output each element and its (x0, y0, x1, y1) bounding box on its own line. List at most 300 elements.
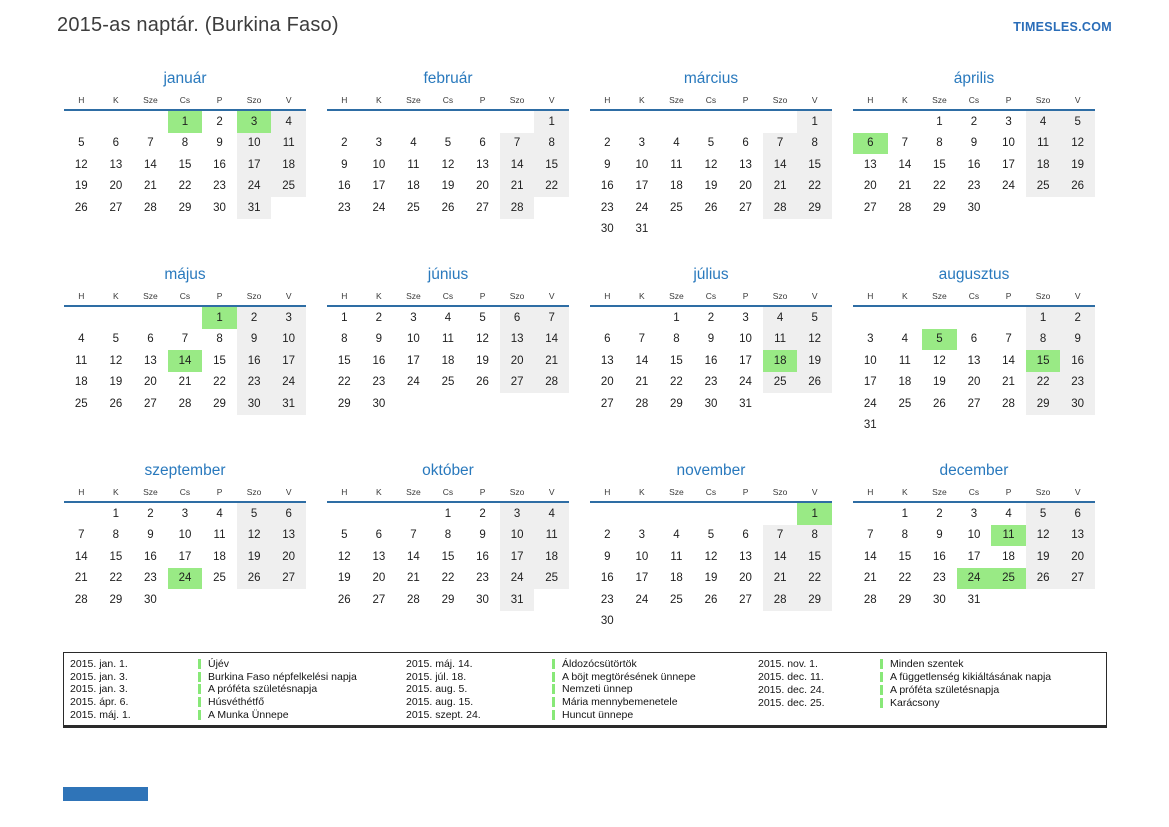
day-cell-weekend: 15 (797, 154, 832, 176)
day-cell: 12 (109, 354, 123, 367)
legend-row (758, 684, 1100, 697)
weekday-header-cell: Sze (406, 487, 421, 497)
day-cell: 29 (213, 397, 226, 410)
day-cell-holiday: 1 (797, 502, 832, 525)
day-cell-empty (763, 502, 798, 525)
day-cell: 10 (863, 354, 877, 367)
day-cell-empty (694, 611, 729, 633)
day-cell: 19 (441, 180, 455, 193)
day-cell-empty (64, 306, 99, 329)
weekday-header-cell: K (639, 95, 645, 105)
day-cell-weekend: 12 (237, 525, 272, 547)
day-cell: 26 (704, 593, 718, 606)
month-table (64, 95, 306, 219)
day-cell-weekend: 8 (797, 133, 832, 155)
weekday-header-cell: Szo (509, 487, 525, 497)
day-cell: 28 (74, 593, 88, 606)
day-cell: 14 (74, 550, 88, 563)
legend-holiday-name: Nemzeti ünnep (562, 683, 633, 696)
day-cell-holiday: 5 (922, 329, 957, 351)
day-cell-empty (922, 415, 957, 437)
weekday-header-cell: H (867, 95, 874, 105)
day-cell: 24 (635, 201, 649, 214)
month-table (327, 95, 569, 219)
legend-holiday-name: Karácsony (890, 696, 940, 709)
day-cell: 15 (109, 550, 123, 563)
day-cell: 16 (704, 354, 718, 367)
day-cell: 20 (144, 376, 157, 389)
legend-holiday-name: Áldozócsütörtök (562, 658, 637, 671)
day-cell: 17 (407, 354, 420, 367)
legend-date: 2015. ápr. 6. (70, 696, 129, 709)
month-block (64, 462, 306, 658)
day-cell: 15 (933, 158, 946, 171)
weekday-header-cell: V (548, 291, 555, 301)
day-cell: 26 (337, 593, 351, 606)
day-cell: 9 (707, 333, 715, 346)
day-cell: 24 (635, 593, 649, 606)
day-cell: 18 (670, 572, 683, 585)
month-table (327, 487, 569, 611)
day-cell-empty (431, 110, 466, 133)
week-row (327, 568, 569, 590)
month-table (64, 487, 306, 611)
legend-row (70, 671, 406, 684)
holiday-marker-icon (880, 698, 883, 708)
day-cell-weekend: 8 (1026, 329, 1061, 351)
day-cell-empty (853, 110, 888, 133)
week-row (590, 393, 832, 415)
day-cell-weekend: 4 (763, 306, 798, 329)
day-cell-holiday: 1 (168, 110, 203, 133)
day-cell: 1 (673, 311, 680, 324)
day-cell-weekend: 30 (237, 393, 272, 415)
month-block (327, 462, 569, 658)
day-cell-weekend: 17 (237, 154, 272, 176)
day-cell: 28 (635, 397, 649, 410)
weekday-header-cell: Cs (179, 487, 191, 497)
day-cell-holiday: 24 (168, 568, 203, 590)
day-cell-empty (362, 502, 397, 525)
day-cell-holiday: 11 (991, 525, 1026, 547)
day-cell-weekend: 28 (500, 197, 535, 219)
day-cell: 14 (635, 354, 649, 367)
day-cell-weekend: 28 (534, 372, 569, 394)
day-cell: 6 (147, 333, 154, 346)
day-cell: 21 (407, 572, 420, 585)
day-cell: 23 (600, 201, 614, 214)
day-cell: 14 (1002, 354, 1015, 367)
day-cell: 23 (967, 180, 981, 193)
day-cell: 23 (372, 376, 386, 389)
weekday-header-cell: K (902, 291, 908, 301)
week-row (853, 350, 1095, 372)
day-cell-empty (202, 589, 237, 611)
day-cell-weekend: 12 (1060, 133, 1095, 155)
weekday-header-cell: H (604, 95, 611, 105)
week-row (853, 393, 1095, 415)
day-cell: 10 (635, 550, 649, 563)
weekday-header-cell: Cs (442, 95, 454, 105)
holiday-marker-icon (880, 659, 883, 669)
weekday-header-cell: P (479, 291, 486, 301)
day-cell: 12 (933, 354, 946, 367)
day-cell-empty (133, 306, 168, 329)
week-row (590, 525, 832, 547)
weekday-header-cell: Szo (1035, 291, 1051, 301)
day-cell: 14 (863, 550, 877, 563)
weekday-header-cell: P (479, 95, 486, 105)
week-row (590, 176, 832, 198)
day-cell-weekend: 19 (237, 546, 272, 568)
day-cell: 16 (933, 550, 946, 563)
day-cell: 9 (147, 529, 154, 542)
week-row (64, 176, 306, 198)
day-cell: 30 (967, 201, 981, 214)
day-cell: 24 (1002, 180, 1015, 193)
day-cell: 24 (372, 201, 386, 214)
day-cell-empty (168, 589, 203, 611)
week-row (853, 329, 1095, 351)
day-cell-empty (728, 611, 763, 633)
day-cell-empty (888, 306, 923, 329)
weekday-header-cell: P (1005, 291, 1012, 301)
weekday-header-cell: Szo (772, 291, 788, 301)
month-block (590, 462, 832, 658)
legend-holiday-name: Burkina Faso népfelkelési napja (208, 670, 357, 683)
day-cell: 16 (476, 550, 489, 563)
day-cell-weekend: 1 (797, 110, 832, 133)
day-cell: 18 (213, 550, 226, 563)
day-cell-weekend: 9 (237, 329, 272, 351)
day-cell: 9 (341, 158, 348, 171)
month-table (590, 95, 832, 240)
day-cell-weekend: 29 (1026, 393, 1061, 415)
site-logo-link[interactable]: TIMESLES.COM (1013, 20, 1112, 34)
day-cell: 7 (638, 333, 646, 346)
day-cell: 6 (604, 333, 611, 346)
day-cell: 22 (898, 572, 912, 585)
legend-holiday-name: A függetlenség kikiáltásának napja (890, 671, 1052, 684)
day-cell-weekend: 4 (534, 502, 569, 525)
month-block (64, 266, 306, 462)
day-cell: 13 (863, 158, 877, 171)
day-cell-weekend: 17 (500, 546, 535, 568)
week-row (590, 568, 832, 590)
day-cell-weekend: 19 (1026, 546, 1061, 568)
week-row (64, 133, 306, 155)
day-cell-empty (396, 502, 431, 525)
day-cell: 10 (967, 529, 981, 542)
day-cell-weekend: 12 (1026, 525, 1061, 547)
day-cell: 9 (936, 529, 943, 542)
weekday-header-cell: H (341, 95, 348, 105)
week-row (64, 589, 306, 611)
day-cell: 6 (112, 137, 120, 150)
day-cell: 31 (863, 419, 877, 432)
day-cell: 12 (337, 550, 351, 563)
day-cell-empty (853, 502, 888, 525)
day-cell: 18 (74, 376, 88, 389)
week-row (590, 611, 832, 633)
day-cell: 29 (178, 201, 192, 214)
weekday-header-cell: Sze (143, 487, 158, 497)
holiday-marker-icon (198, 710, 201, 720)
day-cell-empty (396, 110, 431, 133)
day-cell-weekend: 27 (1060, 568, 1095, 590)
legend-holiday-name: A próféta születésnapja (890, 683, 1000, 696)
day-cell-weekend: 22 (534, 176, 569, 198)
day-cell-weekend: 4 (271, 110, 306, 133)
day-cell: 22 (441, 572, 455, 585)
day-cell-weekend: 14 (534, 329, 569, 351)
week-row (327, 197, 569, 219)
day-cell: 7 (901, 137, 909, 150)
weekday-header-cell: V (811, 95, 818, 105)
day-cell-empty (99, 306, 134, 329)
day-cell: 17 (739, 354, 752, 367)
day-cell: 2 (707, 311, 715, 324)
day-cell-empty (327, 110, 362, 133)
day-cell-weekend: 12 (797, 329, 832, 351)
weekday-header-cell: H (341, 487, 348, 497)
day-cell-weekend: 3 (500, 502, 535, 525)
day-cell: 22 (109, 572, 123, 585)
day-cell-weekend: 31 (237, 197, 272, 219)
week-row (853, 110, 1095, 133)
day-cell-empty (728, 502, 763, 525)
day-cell-weekend: 4 (1026, 110, 1061, 133)
day-cell-weekend: 24 (271, 372, 306, 394)
day-cell: 13 (739, 158, 752, 171)
day-cell-weekend: 5 (797, 306, 832, 329)
weekday-header-cell: V (1074, 487, 1081, 497)
day-cell-weekend: 10 (237, 133, 272, 155)
weekday-header-cell: P (479, 487, 486, 497)
day-cell: 6 (742, 529, 749, 542)
day-cell-holiday: 14 (168, 350, 203, 372)
day-cell: 8 (216, 333, 223, 346)
day-cell-empty (1060, 415, 1095, 437)
day-cell-weekend: 10 (271, 329, 306, 351)
weekday-header-cell: K (639, 487, 645, 497)
week-row (327, 525, 569, 547)
holiday-marker-icon (552, 684, 555, 694)
day-cell-weekend: 7 (500, 133, 535, 155)
week-row (853, 589, 1095, 611)
day-cell-weekend: 26 (1026, 568, 1061, 590)
day-cell-empty (431, 393, 466, 415)
legend-date: 2015. dec. 11. (758, 671, 824, 684)
weekday-header-cell: Cs (705, 291, 717, 301)
day-cell: 19 (476, 354, 489, 367)
legend-row (70, 696, 406, 709)
day-cell-weekend: 7 (763, 525, 798, 547)
day-cell-empty (237, 589, 272, 611)
day-cell: 17 (1002, 158, 1015, 171)
day-cell-empty (922, 306, 957, 329)
day-cell-weekend: 21 (763, 568, 798, 590)
legend-date: 2015. máj. 14. (406, 658, 473, 671)
day-cell-weekend: 13 (1060, 525, 1095, 547)
day-cell-holiday: 24 (957, 568, 992, 590)
weekday-header-cell: V (548, 487, 555, 497)
weekday-header-cell: Cs (442, 487, 454, 497)
month-table (590, 487, 832, 632)
week-row (327, 306, 569, 329)
day-cell-weekend: 1 (534, 110, 569, 133)
day-cell-empty (534, 589, 569, 611)
week-row (327, 393, 569, 415)
day-cell: 16 (967, 158, 981, 171)
week-row (327, 329, 569, 351)
weekday-header-cell: K (376, 487, 382, 497)
day-cell: 27 (863, 201, 877, 214)
day-cell: 23 (933, 572, 946, 585)
month-title: április (953, 70, 995, 87)
day-cell: 6 (479, 137, 486, 150)
day-cell-weekend: 22 (1026, 372, 1061, 394)
day-cell: 9 (216, 137, 223, 150)
week-row (327, 502, 569, 525)
holiday-marker-icon (880, 672, 883, 682)
legend-date: 2015. aug. 15. (406, 696, 474, 709)
legend-date: 2015. jan. 3. (70, 683, 128, 696)
day-cell-empty (763, 393, 798, 415)
legend-date: 2015. dec. 24. (758, 683, 825, 696)
page-header (57, 14, 1112, 37)
day-cell: 22 (178, 180, 192, 193)
weekday-header-cell: P (742, 291, 749, 301)
day-cell: 3 (1005, 115, 1012, 128)
day-cell-empty (271, 589, 306, 611)
day-cell: 5 (444, 137, 452, 150)
day-cell: 9 (375, 333, 383, 346)
day-cell: 27 (476, 201, 489, 214)
weekday-header-cell: Sze (406, 95, 421, 105)
weekday-header-cell: Szo (246, 95, 262, 105)
legend-row (406, 671, 758, 684)
day-cell-empty (590, 306, 625, 329)
day-cell-weekend: 6 (1060, 502, 1095, 525)
day-cell-empty (396, 393, 431, 415)
day-cell: 2 (375, 311, 383, 324)
day-cell: 13 (476, 158, 489, 171)
day-cell: 25 (213, 572, 226, 585)
weekday-header-cell: Szo (509, 291, 525, 301)
day-cell: 8 (444, 529, 452, 542)
day-cell-holiday: 3 (237, 110, 272, 133)
weekday-header-cell: P (216, 95, 223, 105)
day-cell: 5 (707, 529, 715, 542)
weekday-header-cell: K (113, 487, 119, 497)
day-cell-holiday: 18 (763, 350, 798, 372)
month-block (853, 70, 1095, 266)
day-cell: 22 (337, 376, 351, 389)
day-cell: 19 (337, 572, 351, 585)
day-cell: 5 (112, 333, 120, 346)
week-row (327, 350, 569, 372)
day-cell-empty (957, 415, 992, 437)
weekday-header-cell: V (548, 95, 555, 105)
day-cell: 19 (704, 180, 718, 193)
month-block (327, 266, 569, 462)
legend-holiday-name: A próféta születésnapja (208, 683, 318, 696)
day-cell: 4 (1005, 507, 1012, 520)
day-cell: 4 (901, 333, 909, 346)
weekday-header-cell: V (1074, 291, 1081, 301)
day-cell-weekend: 2 (1060, 306, 1095, 329)
day-cell: 8 (181, 137, 189, 150)
legend-column (406, 658, 758, 721)
day-cell-weekend: 25 (271, 176, 306, 198)
weekday-header-cell: H (604, 291, 611, 301)
day-cell: 11 (213, 529, 226, 542)
day-cell: 27 (739, 593, 752, 606)
weekday-header-cell: Szo (772, 95, 788, 105)
week-row (590, 329, 832, 351)
month-title: június (427, 266, 469, 283)
day-cell: 12 (704, 550, 718, 563)
day-cell: 10 (739, 333, 752, 346)
day-cell-weekend: 11 (534, 525, 569, 547)
weekday-header-cell: Szo (1035, 487, 1051, 497)
day-cell: 19 (704, 572, 718, 585)
weekday-header-cell: K (639, 291, 645, 301)
legend-row (70, 658, 406, 671)
day-cell-empty (694, 502, 729, 525)
day-cell-empty (625, 110, 660, 133)
day-cell-weekend: 11 (1026, 133, 1061, 155)
legend-row (758, 658, 1100, 671)
day-cell: 2 (604, 529, 611, 542)
day-cell: 18 (407, 180, 420, 193)
legend-row (758, 696, 1100, 709)
day-cell-holiday: 1 (202, 306, 237, 329)
day-cell: 8 (673, 333, 680, 346)
day-cell: 18 (898, 376, 912, 389)
day-cell-empty (590, 502, 625, 525)
weekday-header-cell: Cs (968, 95, 980, 105)
day-cell: 1 (901, 507, 909, 520)
day-cell: 17 (178, 550, 192, 563)
legend-holiday-name: A böjt megtörésének ünnepe (562, 670, 696, 683)
day-cell-empty (797, 611, 832, 633)
day-cell-weekend: 14 (500, 154, 535, 176)
footer-brand-bar (63, 787, 148, 801)
day-cell: 12 (476, 333, 489, 346)
day-cell: 20 (109, 180, 123, 193)
weekday-header-cell: K (376, 95, 382, 105)
day-cell: 9 (479, 529, 486, 542)
day-cell-empty (728, 219, 763, 241)
day-cell: 21 (863, 572, 877, 585)
weekday-header-cell: V (811, 291, 818, 301)
week-row (327, 176, 569, 198)
day-cell: 5 (78, 137, 85, 150)
day-cell: 7 (867, 529, 874, 542)
day-cell-empty (64, 110, 99, 133)
day-cell-empty (797, 219, 832, 241)
week-row (64, 306, 306, 329)
day-cell-empty (465, 110, 500, 133)
day-cell: 17 (863, 376, 877, 389)
weekday-header-cell: H (78, 487, 85, 497)
day-cell-weekend: 31 (500, 589, 535, 611)
day-cell: 8 (341, 333, 348, 346)
day-cell-weekend: 5 (237, 502, 272, 525)
day-cell: 17 (635, 572, 649, 585)
